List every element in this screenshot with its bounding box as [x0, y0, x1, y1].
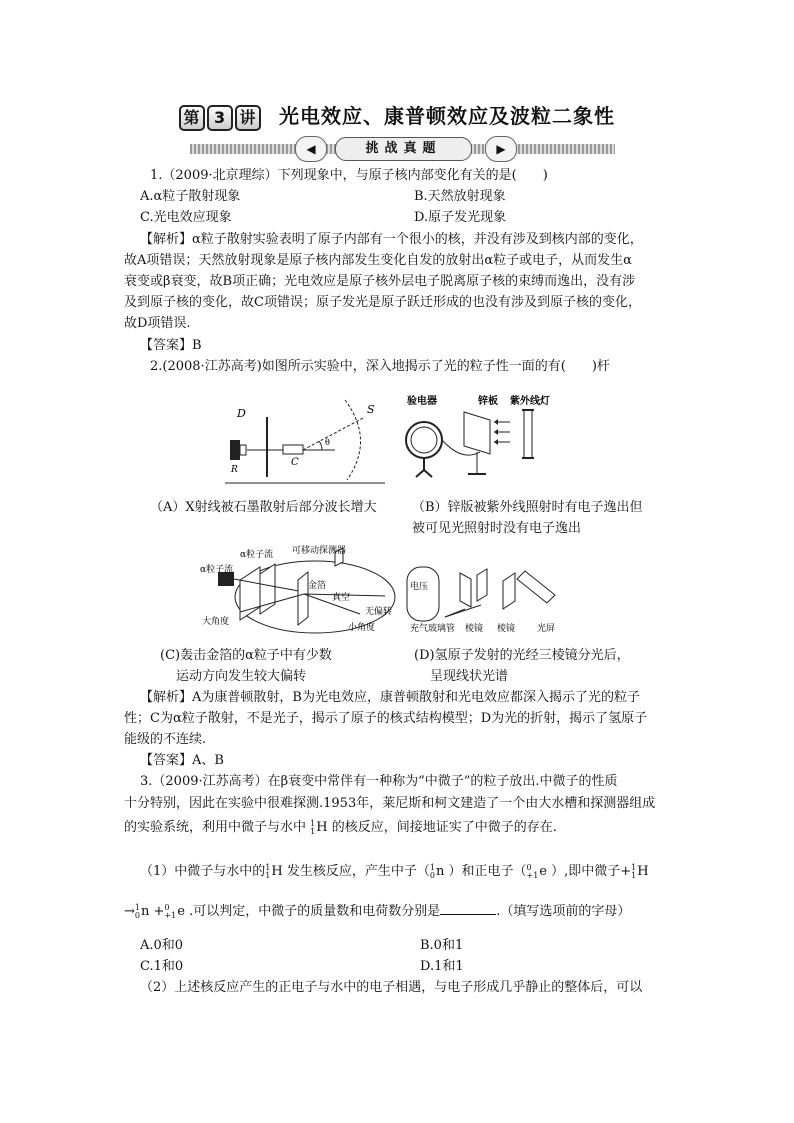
- q3-p2d: .（填写选项前的字母）: [496, 904, 631, 919]
- h2-mass: 1: [265, 862, 271, 872]
- q1-option-d: D.原子发光现象: [414, 210, 507, 225]
- section-banner: [190, 136, 615, 162]
- caption-c-2: 运动方向发生较大偏转: [176, 669, 307, 684]
- q3-option-c: C.1和0: [140, 959, 184, 974]
- q1-analysis-5: 故D项错误.: [124, 316, 191, 331]
- caption-b-2: 被可见光照射时没有电子逸出: [412, 521, 582, 536]
- left-arrow-icon: ◀: [295, 136, 327, 162]
- lecture-number: [179, 105, 261, 131]
- label-alpha-flow-1: α粒子流: [240, 550, 274, 560]
- nuclide-e-2: [164, 904, 176, 920]
- e2-symbol: e: [177, 904, 185, 919]
- label-c: C: [291, 457, 299, 468]
- e-symbol: e: [539, 864, 547, 879]
- q3-p1b: 发生核反应，产生中子（: [286, 864, 430, 879]
- figure-alpha-scattering: [200, 542, 400, 642]
- q3-line-3b: 的核反应，间接地证实了中微子的存在.: [331, 820, 557, 835]
- q3-part2: （2）上述核反应产生的正电子与水中的电子相遇，与电子形成几乎静止的整体后，可以: [140, 980, 643, 995]
- gold-foil: [298, 572, 308, 625]
- title-box-jiang: 讲: [235, 105, 261, 131]
- title-box-di: 第: [179, 105, 205, 131]
- q3-part1-line-2: [124, 902, 630, 922]
- zinc-plate: [464, 412, 490, 454]
- q3-line-3: [124, 818, 557, 838]
- caption-b-1: （B）锌版被紫外线照射时有电子逸出但: [412, 500, 643, 515]
- h-charge: 1: [310, 826, 316, 836]
- figure-photoelectric: [402, 392, 562, 487]
- nuclide-e: [527, 864, 539, 880]
- q3-part1-line-1: [140, 862, 649, 882]
- figure-spectrum: [405, 565, 575, 637]
- h3-charge: 1: [631, 870, 637, 880]
- h3-symbol: H: [637, 864, 649, 879]
- label-small-angle: 小角度: [348, 623, 376, 633]
- n2-symbol: n: [141, 904, 150, 919]
- e2-charge: +1: [164, 910, 177, 920]
- label-vacuum: 真空: [332, 593, 351, 603]
- caption-d-2: 呈现线状光谱: [430, 669, 509, 684]
- label-d: D: [237, 407, 246, 420]
- answer-blank[interactable]: [440, 902, 496, 915]
- q3-p1d: ）,即中微子+: [551, 864, 632, 879]
- q3-line-1: 3.（2009·江苏高考）在β衰变中常伴有一种称为“中微子”的粒子放出.中微子的性质: [140, 774, 618, 789]
- caption-d-1: (D)氢原子发射的光经三棱镜分光后，: [414, 648, 630, 663]
- label-large-angle: 大角度: [202, 617, 230, 627]
- nuclide-h: [310, 820, 315, 836]
- h2-symbol: H: [271, 864, 283, 879]
- nuclide-n-2: [135, 904, 140, 920]
- q2-analysis-3: 能级的不连续.: [124, 732, 207, 747]
- q3-p1c: ）和正电子（: [448, 864, 527, 879]
- figure-compton: [225, 395, 385, 485]
- title-main: 光电效应、康普顿效应及波粒二象性: [278, 104, 615, 128]
- q3-line-3a: 的实验系统，利用中微子与水中: [124, 820, 307, 835]
- label-detector: 可移动探测器: [292, 546, 347, 556]
- screen: [517, 571, 555, 603]
- nuclide-h-2: [265, 864, 270, 880]
- label-r: R: [231, 465, 238, 475]
- source-block: [230, 440, 240, 460]
- e-mass: 0: [526, 862, 532, 872]
- caption-c-1: (C)轰击金箔的α粒子中有少数: [160, 648, 332, 663]
- q3-option-d: D.1和1: [420, 959, 464, 974]
- right-arrow-icon: ▶: [485, 136, 517, 162]
- h3-mass: 1: [631, 862, 637, 872]
- label-zinc: 锌板: [478, 396, 498, 407]
- q1-analysis-2: 故A项错误；天然放射现象是原子核内部发生变化自发的放射出α粒子或电子，从而发生α: [124, 253, 632, 268]
- label-tube: 充气玻璃管: [410, 624, 456, 634]
- q1-option-b: B.天然放射现象: [414, 189, 506, 204]
- banner-label: 挑战真题: [335, 137, 472, 161]
- page-title: [0, 100, 794, 131]
- label-voltage: 电压: [410, 582, 429, 592]
- q1-option-a: A.α粒子散射现象: [140, 189, 241, 204]
- q1-analysis-1: 【解析】α粒子散射实验表明了原子内部有一个很小的核，并没有涉及到核内部的变化，: [140, 232, 643, 247]
- source-window: [240, 445, 246, 455]
- label-no-deflection: 无偏转: [365, 607, 393, 617]
- label-electroscope: 验电器: [407, 396, 437, 407]
- h2-charge: 1: [265, 870, 271, 880]
- q3-p2a: →: [124, 904, 135, 919]
- gas-tube: [407, 567, 439, 621]
- h-mass: 1: [310, 818, 316, 828]
- q3-p1a: （1）中微子与水中的: [140, 864, 266, 879]
- q1-analysis-4: 及到原子核的变化，故C项错误；原子发光是原子跃迁形成的也没有涉及到原子核的变化，: [124, 295, 641, 310]
- graphite-block: [283, 445, 303, 454]
- title-box-num: 3: [207, 105, 233, 131]
- prism-1: [460, 573, 471, 607]
- e2-mass: 0: [164, 902, 170, 912]
- q3-option-a: A.0和0: [140, 938, 184, 953]
- q1-option-c: C.光电效应现象: [140, 210, 232, 225]
- q2-analysis-1: 【解析】A为康普顿散射，B为光电效应，康普顿散射和光电效应都深入揭示了光的粒子: [140, 690, 640, 705]
- q2-stem: 2.(2008·江苏高考)如图所示实验中，深入地揭示了光的粒子性一面的有( )杆: [150, 359, 610, 374]
- q2-analysis-2: 性；C为α粒子散射，不是光子，揭示了原子的核式结构模型；D为光的折射，揭示了氢原子: [124, 711, 648, 726]
- e-charge: +1: [526, 870, 539, 880]
- h-symbol: H: [316, 820, 328, 835]
- n-charge: 0: [429, 870, 435, 880]
- label-alpha-flow-2: α粒子流: [200, 565, 234, 575]
- caption-a: （A）X射线被石墨散射后部分波长增大: [150, 500, 377, 515]
- q1-analysis-3: 衰变或β衰变，故B项正确；光电效应是原子核外层电子脱离原子核的束缚而逸出，没有涉: [124, 274, 636, 289]
- uv-lamp: [524, 410, 532, 458]
- prism-2: [477, 569, 487, 601]
- nuclide-h-3: [631, 864, 636, 880]
- q1-answer: 【答案】B: [140, 338, 202, 353]
- label-theta: θ: [325, 438, 330, 447]
- q2-answer: 【答案】A、B: [140, 753, 224, 768]
- q3-option-b: B.0和1: [420, 938, 464, 953]
- n-mass: 1: [429, 862, 435, 872]
- q1-stem: 1.（2009·北京理综）下列现象中，与原子核内部变化有关的是( ): [150, 168, 548, 183]
- n2-mass: 1: [134, 902, 140, 912]
- q3-line-2: 十分特别，因此在实验中很难探测.1953年，莱尼斯和柯文建造了一个由大水槽和探测器组成: [124, 796, 656, 811]
- nuclide-n: [430, 864, 435, 880]
- n-symbol: n: [435, 864, 445, 879]
- n2-charge: 0: [134, 910, 140, 920]
- q3-p2c: .可以判定，中微子的质量数和电荷数分别是: [189, 904, 441, 919]
- label-gold-foil: 金箔: [308, 581, 327, 591]
- label-s: S: [367, 403, 375, 416]
- label-uv-lamp: 紫外线灯: [510, 396, 550, 407]
- label-screen: 光屏: [537, 624, 556, 634]
- label-prism-1: 棱镜: [465, 624, 484, 634]
- q3-p2b: +: [153, 904, 165, 919]
- label-prism-2: 棱镜: [497, 624, 516, 634]
